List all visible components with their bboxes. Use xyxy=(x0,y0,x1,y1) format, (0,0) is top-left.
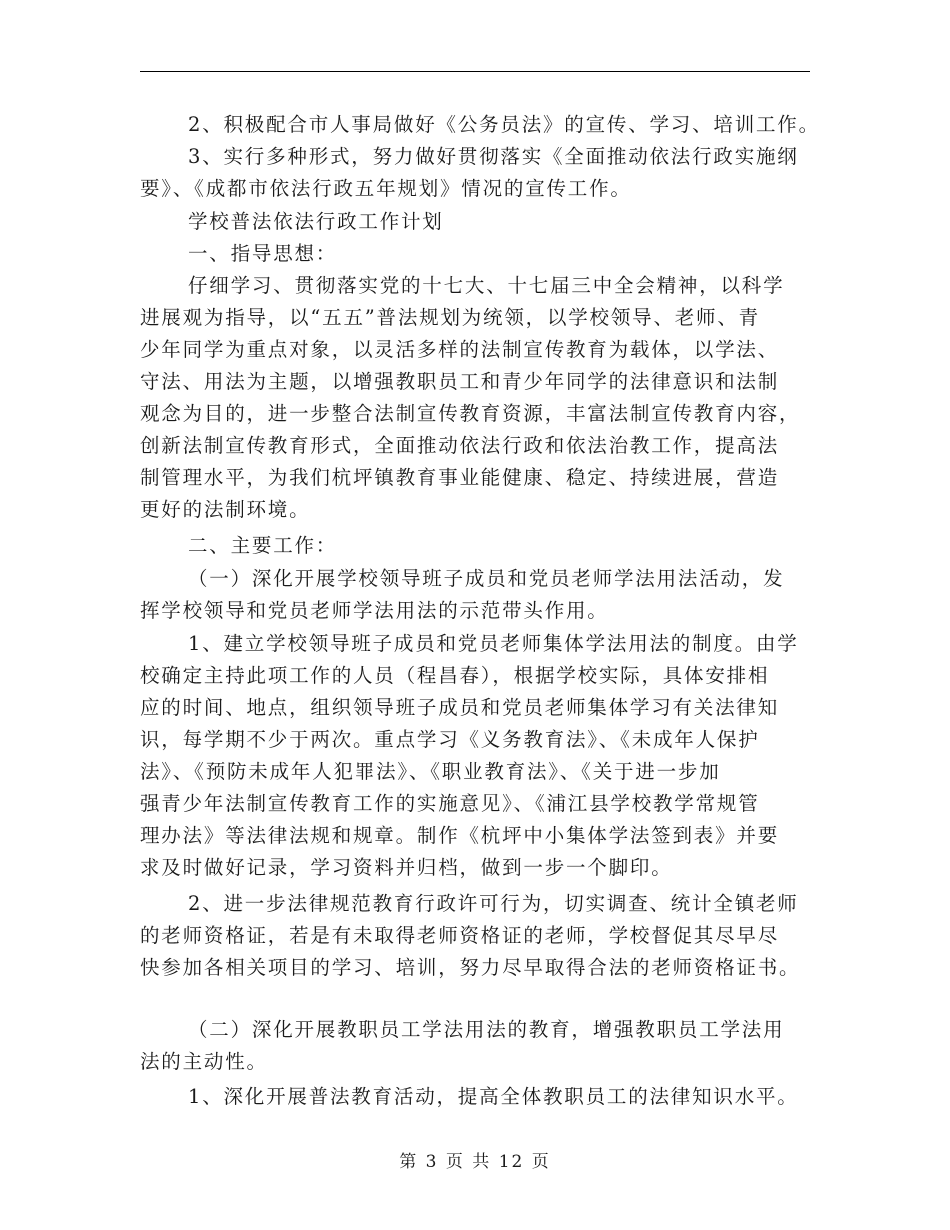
text-line: 识，每学期不少于两次。重点学习《义务教育法》、《未成年人保护 xyxy=(140,728,760,751)
text-line: 2、进一步法律规范教育行政许可行为，切实调查、统计全镇老师 xyxy=(188,892,799,915)
heading: 一、指导思想： xyxy=(188,242,338,265)
text-line: 2、积极配合市人事局做好《公务员法》的宣传、学习、培训工作。 xyxy=(188,113,820,136)
text-line: 校确定主持此项工作的人员（程昌春），根据学校实际，具体安排相 xyxy=(140,664,770,687)
section-title: 学校普法依法行政工作计划 xyxy=(188,210,444,233)
subheading: （二）深化开展教职员工学法用法的教育，增强教职员工学法用 xyxy=(188,1018,785,1041)
text-line: 的老师资格证，若是有未取得老师资格证的老师，学校督促其尽早尽 xyxy=(140,924,780,947)
text-line: 应的时间、地点，组织领导班子成员和党员老师集体学习有关法律知 xyxy=(140,696,780,719)
text-line: 挥学校领导和党员老师学法用法的示范带头作用。 xyxy=(140,599,609,622)
subheading: （一）深化开展学校领导班子成员和党员老师学法用法活动，发 xyxy=(188,567,785,590)
text-line: 求及时做好记录，学习资料并归档，做到一步一个脚印。 xyxy=(140,856,673,879)
text-line: 制管理水平，为我们杭坪镇教育事业能健康、稳定、持续进展，营造 xyxy=(140,466,780,489)
text-line: 要》、《成都市依法行政五年规划》情况的宣传工作。 xyxy=(140,177,632,200)
text-line: 法》、《预防未成年人犯罪法》、《职业教育法》、《关于进一步加 xyxy=(140,760,721,783)
text-line: 1、深化开展普法教育活动，提高全体教职员工的法律知识水平。 xyxy=(188,1085,799,1108)
text-line: 1、建立学校领导班子成员和党员老师集体学法用法的制度。由学 xyxy=(188,632,799,655)
text-line: 进展观为指导，以“五五”普法规划为统领，以学校领导、老师、青 xyxy=(140,306,760,329)
text-line: 理办法》等法律法规和规章。制作《杭坪中小集体学法签到表》并要 xyxy=(140,824,780,847)
text-line: 更好的法制环境。 xyxy=(140,498,311,521)
text-line: 快参加各相关项目的学习、培训，努力尽早取得合法的老师资格证书。 xyxy=(140,956,801,979)
text-line: 3、实行多种形式，努力做好贯彻落实《全面推动依法行政实施纲 xyxy=(188,145,799,168)
text-line: 观念为目的，进一步整合法制宣传教育资源，丰富法制宣传教育内容， xyxy=(140,402,801,425)
page-footer: 第 3 页 共 12 页 xyxy=(399,1152,551,1172)
text-line: 强青少年法制宣传教育工作的实施意见》、《浦江县学校教学常规管 xyxy=(140,792,760,815)
text-line: 仔细学习、贯彻落实党的十七大、十七届三中全会精神，以科学 xyxy=(188,274,785,297)
text-line: 少年同学为重点对象，以灵活多样的法制宣传教育为载体，以学法、 xyxy=(140,338,780,361)
text-line: 守法、用法为主题，以增强教职员工和青少年同学的法律意识和法制 xyxy=(140,370,780,393)
heading: 二、主要工作： xyxy=(188,534,338,557)
header-rule xyxy=(140,71,810,72)
text-line: 创新法制宣传教育形式，全面推动依法行政和依法治教工作，提高法 xyxy=(140,434,780,457)
text-line: 法的主动性。 xyxy=(140,1050,268,1073)
